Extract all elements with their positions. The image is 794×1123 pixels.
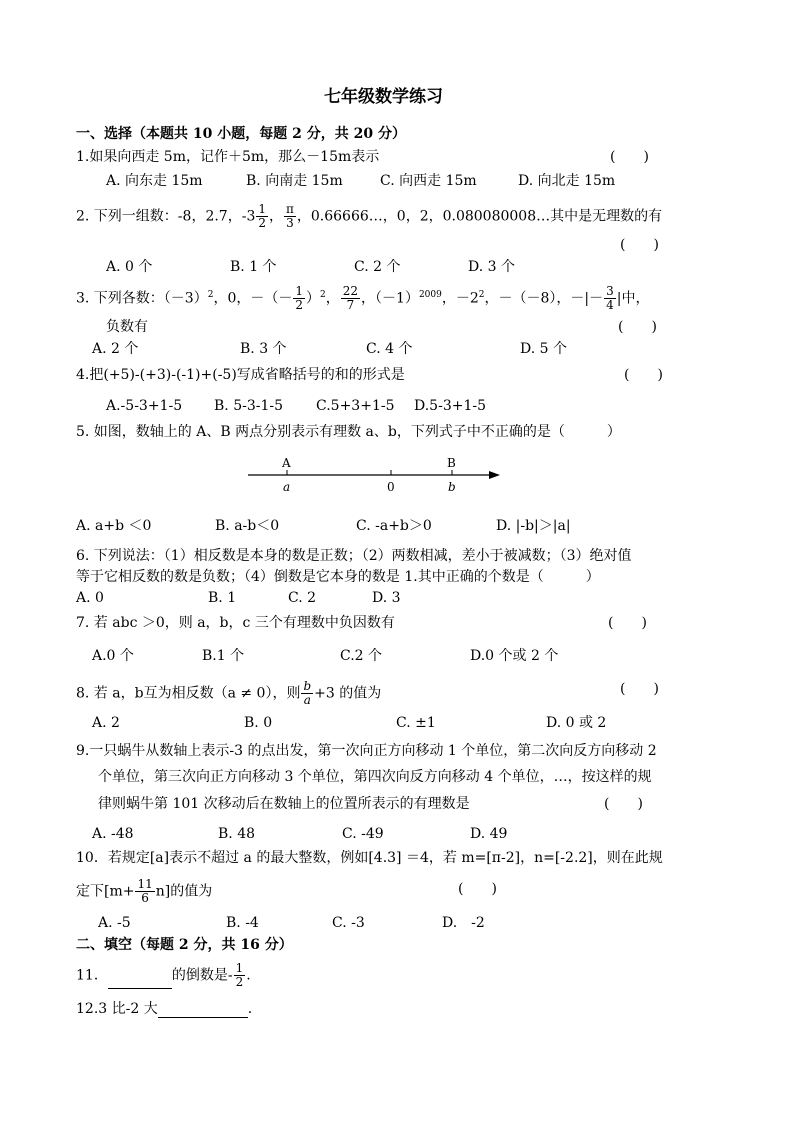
option: D. 5 个 (520, 341, 567, 357)
option: D. 49 (470, 826, 508, 842)
option: D.5-3+1-5 (414, 398, 486, 414)
option: D. -2 (442, 915, 485, 931)
arrow-icon (489, 471, 500, 479)
answer-paren: ( ) (618, 319, 657, 335)
question-7-stem: 7. 若 abc ＞0，则 a，b，c 三个有理数中负因数有 (76, 615, 395, 631)
option: C. 4 个 (366, 341, 413, 357)
question-3-line2: 负数有 (106, 319, 148, 335)
question-2-stem: 2. 下列一组数：-8，2.7，-3 $\frac{1}{2}$ ， $\frac{\pi}{3}$ ，0.66666…，0，2，0.080080008…其中是无理数的有 (76, 202, 663, 230)
option: A. a+b ＜0 (76, 518, 152, 534)
page-title: 七年级数学练习 (324, 87, 443, 107)
option: C. -49 (342, 826, 384, 842)
section-heading-fill: 二、填空（每题 2 分，共 16 分） (76, 937, 293, 953)
option: B.1 个 (202, 648, 245, 664)
option: D. 向北走 15m (518, 173, 616, 189)
fraction: $\frac{11}{6}$ (137, 877, 153, 905)
number-line (240, 450, 510, 500)
option: B. 1 个 (230, 259, 277, 275)
question-5-stem: 5. 如图，数轴上的 A、B 两点分别表示有理数 a、b，下列式子中不正确的是（ ） (76, 424, 621, 440)
question-12: 12.3 比-2 大 . (76, 1001, 253, 1017)
option: B. 48 (218, 826, 256, 842)
question-1-stem: 1.如果向西走 5m，记作＋5m，那么－15m表示 (76, 149, 380, 165)
question-3-stem: 3. 下列各数：$(-3)^2$，0，－（－ $\frac{1}{2}$ ）$^2$， $\frac{22}{7}$ ，$(-1)^{2009}$，$-2^2$，－（－8），－|－ $\frac{3}{4}$ |中， (76, 284, 650, 312)
option: A. 2 (92, 715, 120, 731)
option: C. 2 个 (354, 259, 401, 275)
option: D. 0 或 2 (546, 715, 607, 731)
answer-paren: ( ) (604, 796, 643, 812)
option: D. 3 个 (468, 259, 515, 275)
answer-blank (108, 974, 172, 989)
option: A. -48 (92, 826, 134, 842)
answer-blank (158, 1003, 248, 1018)
option: D. |-b|＞|a| (496, 518, 571, 534)
tick-label-b: b (448, 480, 456, 494)
question-10-line2: 定下[m+ $\frac{11}{6}$ n]的值为 (76, 877, 213, 905)
point-label-B: B (447, 456, 456, 470)
question-8-stem: 8. 若 a，b互为相反数（a ≠ 0），则 $\frac{b}{a}$ +3 的值为 (76, 679, 382, 707)
fraction: $\frac{1}{2}$ (295, 284, 304, 312)
question-9-line3: 律则蜗牛第 101 次移动后在数轴上的位置所表示的有理数是 (98, 796, 470, 812)
option: A. 0 (76, 590, 104, 606)
question-11: 11． 的倒数是- $\frac{1}{2}$ . (76, 961, 251, 989)
answer-paren: ( ) (608, 615, 647, 631)
option: B. 向南走 15m (246, 173, 343, 189)
section-heading-choice: 一、选择（本题共 10 小题，每题 2 分，共 20 分） (76, 126, 406, 142)
option: A.-5-3+1-5 (106, 398, 183, 414)
question-4-stem: 4.把(+5)-(+3)-(-1)+(-5)写成省略括号的和的形式是 (76, 367, 405, 383)
option: A. 向东走 15m (106, 173, 203, 189)
option: A. 0 个 (106, 259, 153, 275)
question-10-line1: 10．若规定[a]表示不超过 a 的最大整数，例如[4.3] ＝4，若 m=[π-2]，n=[-2.2]，则在此规 (76, 850, 663, 866)
option: C. 向西走 15m (380, 173, 477, 189)
answer-paren: ( ) (610, 149, 649, 165)
option: B. 1 (208, 590, 237, 606)
question-6-line1: 6. 下列说法：（1）相反数是本身的数是正数；（2）两数相减，差小于被减数；（3）绝对值 (76, 548, 632, 564)
fraction: $\frac{b}{a}$ (303, 679, 312, 707)
option: A.0 个 (92, 648, 134, 664)
fraction: $\frac{22}{7}$ (342, 284, 359, 312)
option: A. 2 个 (92, 341, 139, 357)
fraction: $\frac{3}{4}$ (606, 284, 614, 312)
question-6-line2: 等于它相反数的数是负数；（4）倒数是它本身的数是 1.其中正确的个数是（ ） (76, 569, 600, 585)
option: D. 3 (372, 590, 401, 606)
option: D.0 个或 2 个 (470, 648, 559, 664)
answer-paren: ( ) (458, 881, 497, 897)
fraction: $\frac{1}{2}$ (258, 202, 266, 230)
option: B. 3 个 (240, 341, 287, 357)
option: C. -a+b＞0 (356, 518, 432, 534)
option: A. -5 (98, 915, 131, 931)
answer-paren: ( ) (620, 681, 659, 697)
tick-label-zero: 0 (387, 480, 395, 494)
answer-paren: ( ) (620, 237, 659, 253)
option: B. a-b＜0 (215, 518, 280, 534)
option: C. ±1 (396, 715, 436, 731)
option: C. 2 (288, 590, 317, 606)
fraction: $\frac{\pi}{3}$ (286, 202, 294, 230)
option: B. 0 (244, 715, 273, 731)
option: B. -4 (226, 915, 259, 931)
tick-label-a: a (283, 480, 291, 494)
question-9-line1: 9.一只蜗牛从数轴上表示-3 的点出发，第一次向正方向移动 1 个单位，第二次向反方向移动 2 (76, 743, 657, 759)
option: C. -3 (332, 915, 365, 931)
option: C.5+3+1-5 (316, 398, 395, 414)
point-label-A: A (282, 456, 291, 470)
answer-paren: ( ) (624, 367, 663, 383)
option: C.2 个 (340, 648, 383, 664)
question-9-line2: 个单位，第三次向正方向移动 3 个单位，第四次向反方向移动 4 个单位，…，按这样的规 (98, 769, 652, 785)
fraction: $\frac{1}{2}$ (235, 961, 244, 989)
option: B. 5-3-1-5 (214, 398, 284, 414)
